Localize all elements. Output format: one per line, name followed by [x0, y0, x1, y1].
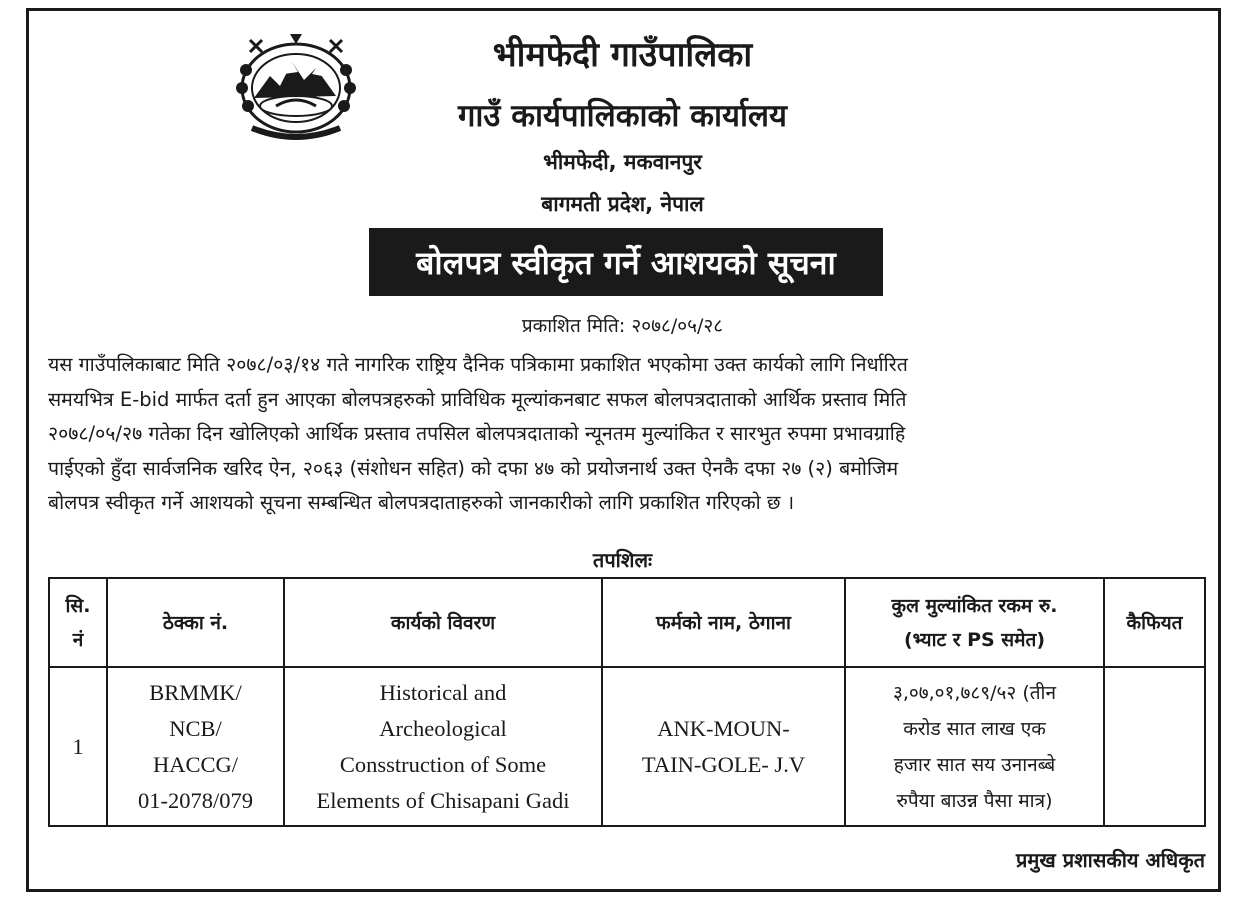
header-work-description: कार्यको विवरण — [284, 578, 602, 667]
province-country: बागमती प्रदेश, नेपाल — [541, 192, 704, 216]
office-name: गाउँ कार्यपालिकाको कार्यालय — [457, 98, 788, 134]
municipality-name: भीमफेदी गाउँपालिका — [492, 35, 753, 75]
signatory-title: प्रमुख प्रशासकीय अधिकृत — [1016, 848, 1205, 872]
header-remarks: कैफियत — [1104, 578, 1205, 667]
table-header-row — [49, 578, 1205, 667]
header-evaluated-amount: कुल मुल्यांकित रकम रु. (भ्याट र PS समेत) — [845, 578, 1104, 667]
cell-remarks — [1104, 667, 1205, 826]
bid-details-table — [48, 577, 1206, 827]
notice-title: बोलपत्र स्वीकृत गर्ने आशयको सूचना — [416, 243, 836, 282]
header-firm-name-address: फर्मको नाम, ठेगाना — [602, 578, 845, 667]
published-date: प्रकाशित मिति: २०७८/०५/२८ — [521, 315, 724, 337]
notice-body-line: बोलपत्र स्वीकृत गर्ने आशयको सूचना सम्बन्धित बोलपत्रदाताहरुको जानकारीको लागि प्रकाशित गरिएको छ । — [48, 491, 795, 515]
details-heading: तपशिलः — [592, 548, 653, 572]
notice-title-banner — [369, 228, 883, 296]
notice-body-line: २०७८/०५/२७ गतेका दिन खोलिएको आर्थिक प्रस्ताव तपसिल बोलपत्रदाताको न्यूनतम मुल्यांकित र सारभुत रुपमा प्रभावग्राहि — [48, 422, 906, 446]
notice-body-line: समयभित्र E-bid मार्फत दर्ता हुन आएका बोलपत्रहरुको प्राविधिक मूल्यांकनबाट सफल बोलपत्रदाताको आर्थिक प्रस्ताव मिति — [48, 387, 907, 411]
header-serial-no: सि. नं — [49, 578, 107, 667]
header-contract-no: ठेक्का नं. — [107, 578, 284, 667]
notice-body-line: यस गाउँपलिकाबाट मिति २०७८/०३/१४ गते नागरिक राष्ट्रिय दैनिक पत्रिकामा प्रकाशित भएकोमा उक्त कार्यको लागि निर्धारित — [48, 353, 908, 376]
cell-firm-name: ANK-MOUN- TAIN-GOLE- J.V — [602, 667, 845, 826]
cell-serial-no: 1 — [49, 667, 107, 826]
cell-contract-no: BRMMK/ NCB/ HACCG/ 01-2078/079 — [107, 667, 284, 826]
table-row — [49, 667, 1205, 826]
notice-body — [48, 348, 1208, 521]
notice-body-line: पाईएको हुँदा सार्वजनिक खरिद ऐन, २०६३ (संशोधन सहित) को दफा ४७ को प्रयोजनार्थ उक्त ऐनकै दफा २७ (२) बमोजिम — [48, 456, 899, 480]
office-location: भीमफेदी, मकवानपुर — [543, 150, 702, 174]
cell-evaluated-amount: ३,०७,०१,७८९/५२ (तीन करोड सात लाख एक हजार सात सय उनानब्बे रुपैया बाउन्न पैसा मात्र) — [845, 667, 1104, 826]
cell-work-description: Historical and Archeological Consstruction of Some Elements of Chisapani Gadi — [284, 667, 602, 826]
